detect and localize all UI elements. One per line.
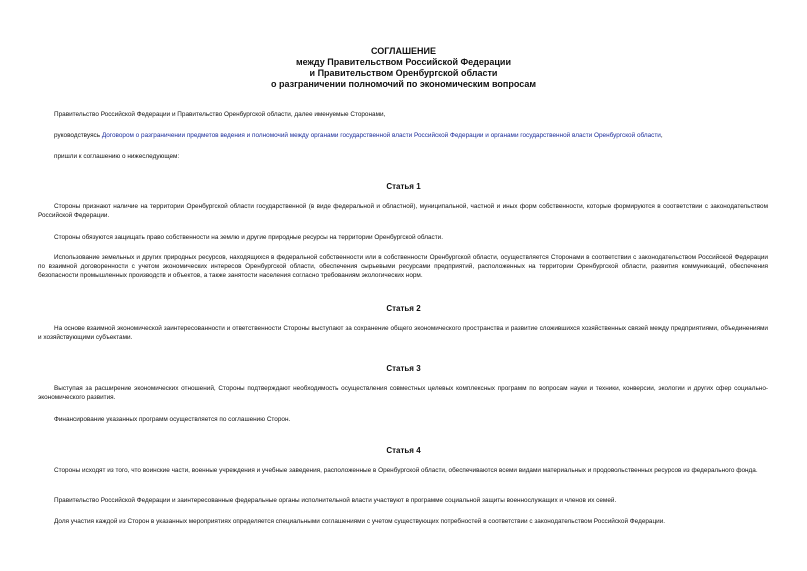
article-3-paragraph-1: Выступая за расширение экономических отношений, Стороны подтверждают необходимость осуществления совместных целевых комплексных программ по вопросам науки и техники, конверсии, экологии и других сфер социально-экономического развития.	[38, 385, 768, 401]
article-4-heading: Статья 4	[386, 446, 421, 455]
preamble-basis-prefix: руководствуясь	[54, 132, 102, 139]
article-4-paragraph-1: Стороны исходят из того, что воинские части, военные учреждения и учебные заведения, расположенные в Оренбургской области, обеспечиваются всеми видами материальных и продовольственных ресурсов из федерального фонда.	[54, 467, 758, 474]
preamble-parties: Правительство Российской Федерации и Правительство Оренбургской области, далее именуемые Сторонами,	[54, 111, 386, 118]
article-1-paragraph-2: Стороны обязуются защищать право собственности на землю и другие природные ресурсы на территории Оренбургской области.	[54, 234, 443, 241]
article-1-heading: Статья 1	[386, 182, 421, 191]
article-1-paragraph-1: Стороны признают наличие на территории Оренбургской области государственной (в виде федеральной и областной), муниципальной, частной и иных форм собственности, которые формируются в соответствии с законодательством Российской Федерации.	[38, 203, 768, 219]
title-line-3: и Правительством Оренбургской области	[309, 68, 498, 78]
article-4-paragraph-2: Правительство Российской Федерации и заинтересованные федеральные органы исполнительной власти участвуют в программе социальной защиты военнослужащих и членов их семей.	[54, 497, 617, 504]
title-line-1: СОГЛАШЕНИЕ	[371, 46, 436, 56]
preamble-basis	[38, 131, 768, 140]
preamble-agreement: пришли к соглашению о нижеследующем:	[54, 153, 180, 160]
article-2-paragraph-1: На основе взаимной экономической заинтересованности и ответственности Стороны выступают за сохранение общего экономического пространства и развитие сложившихся хозяйственных связей между предприятиями, объединениями и хозяйствующими субъектами.	[38, 325, 768, 341]
article-3-heading: Статья 3	[386, 364, 421, 373]
treaty-link[interactable]: Договором о разграничении предметов ведения и полномочий между органами государственной власти Российской Федерации и органами государственной власти Оренбургской области	[101, 132, 661, 139]
title-line-2: между Правительством Российской Федерации	[296, 57, 511, 67]
article-4-paragraph-3: Доля участия каждой из Сторон в указанных мероприятиях определяется специальными соглашениями с учетом существующих потребностей в соответствии с законодательством Российской Федерации.	[54, 518, 666, 525]
preamble-basis-suffix: ,	[660, 132, 663, 139]
document-title	[0, 46, 807, 90]
article-3-paragraph-2: Финансирование указанных программ осуществляется по соглашению Сторон.	[54, 416, 291, 423]
article-2-heading: Статья 2	[386, 304, 421, 313]
article-1-paragraph-3: Использование земельных и других природных ресурсов, находящихся в федеральной собственности или в собственности Оренбургской области, осуществляется Сторонами в соответствии с законодательством Российской Федерации по взаимной договоренности с учетом экономических интересов Оренбургской области, обеспечения сырьевыми ресурсами предприятий, расположенных на территории Оренбургской области, развития коммуникаций, обеспечения безопасности промышленных производств и объектов, а также занятости населения согласно требованиям экологических норм.	[38, 254, 768, 279]
title-line-4: о разграничении полномочий по экономическим вопросам	[271, 79, 536, 89]
